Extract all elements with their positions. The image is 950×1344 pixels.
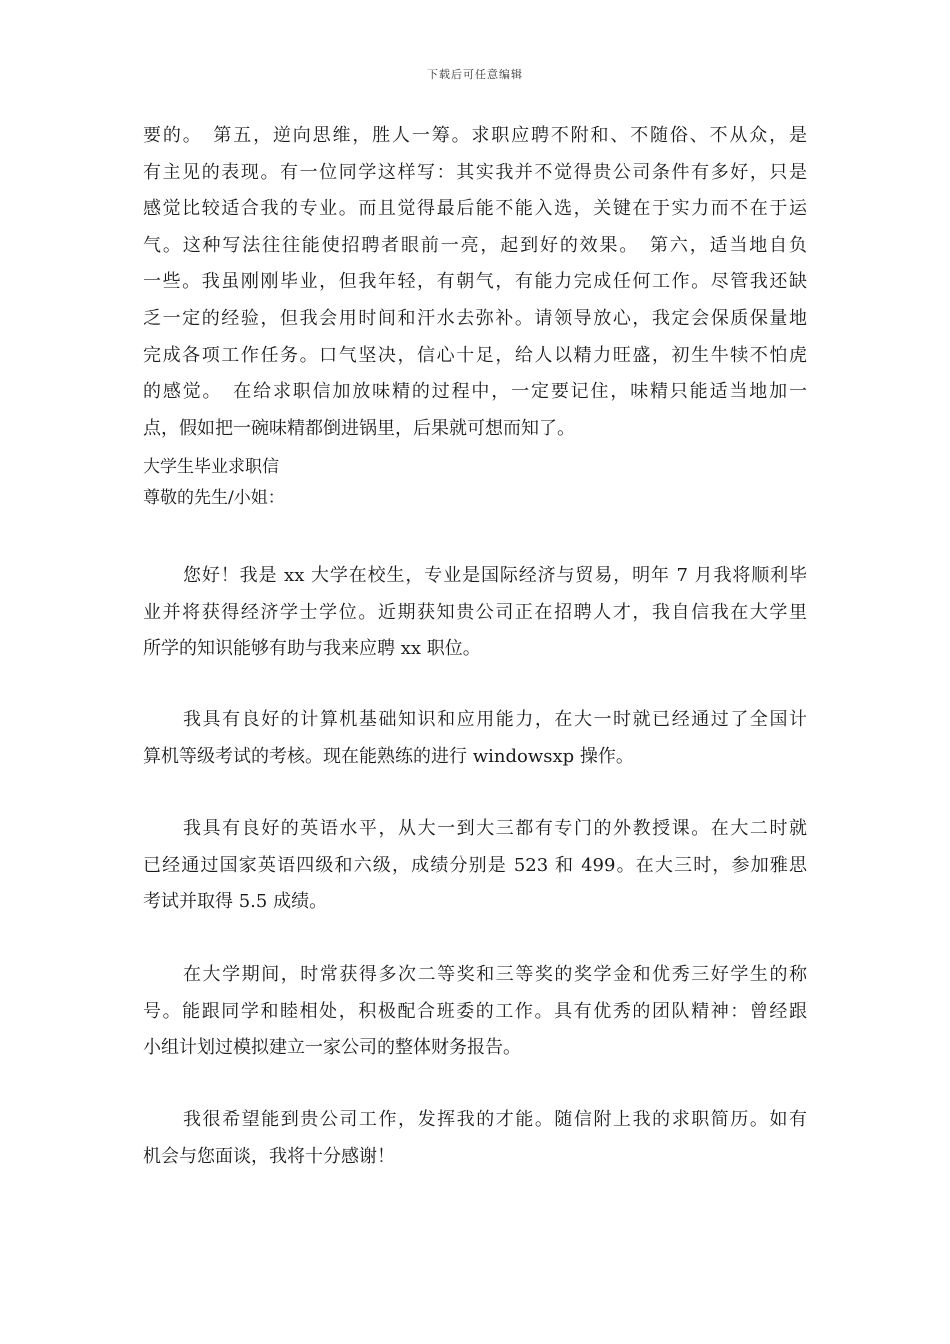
text-line: 在大学期间，时常获得多次二等奖和三等奖的奖学金和优秀三好学生的称 — [183, 964, 807, 985]
text-line: 机会与您面谈，我将十分感谢！ — [143, 1145, 395, 1167]
text-line: 要的。 第五，逆向思维，胜人一筹。求职应聘不附和、不随俗、不从众，是 — [143, 125, 807, 146]
letter-salutation: 尊敬的先生/小姐： — [143, 488, 285, 508]
letter-paragraph-1 — [143, 558, 807, 668]
page-header-note: 下载后可任意编辑 — [427, 68, 523, 81]
text-line: 乏一定的经验，但我会用时间和汗水去弥补。请领导放心，我定会保质保量地 — [143, 307, 807, 329]
text-line: 所学的知识能够有助与我来应聘 xx 职位。 — [143, 638, 481, 660]
text-line: 点，假如把一碗味精都倒进锅里，后果就可想而知了。 — [143, 417, 575, 439]
text-line: 我具有良好的计算机基础知识和应用能力，在大一时就已经通过了全国计 — [183, 709, 807, 730]
text-line: 感觉比较适合我的专业。而且觉得最后能不能入选，关键在于实力而不在于运 — [143, 198, 807, 220]
text-line: 一些。我虽刚刚毕业，但我年轻，有朝气，有能力完成任何工作。尽管我还缺 — [143, 271, 807, 293]
text-line: 我很希望能到贵公司工作，发挥我的才能。随信附上我的求职简历。如有 — [183, 1109, 807, 1130]
text-line: 小组计划过模拟建立一家公司的整体财务报告。 — [143, 1037, 521, 1059]
letter-paragraph-4 — [143, 957, 807, 1067]
continuation-paragraph — [143, 118, 807, 447]
letter-paragraph-2 — [143, 702, 807, 775]
text-line: 我具有良好的英语水平，从大一到大三都有专门的外教授课。在大二时就 — [183, 818, 807, 839]
text-line: 号。能跟同学和睦相处，积极配合班委的工作。具有优秀的团队精神：曾经跟 — [143, 1000, 807, 1022]
text-line: 业并将获得经济学士学位。近期获知贵公司正在招聘人才，我自信我在大学里 — [143, 601, 807, 623]
text-line: 考试并取得 5.5 成绩。 — [143, 891, 328, 913]
text-line: 的感觉。 在给求职信加放味精的过程中，一定要记住，味精只能适当地加一 — [143, 381, 807, 403]
text-line: 完成各项工作任务。口气坚决，信心十足，给人以精力旺盛，初生牛犊不怕虎 — [143, 344, 807, 366]
letter-paragraph-5 — [143, 1102, 807, 1175]
text-line: 气。这种写法往往能使招聘者眼前一亮，起到好的效果。 第六，适当地自负 — [143, 234, 807, 256]
letter-paragraph-3 — [143, 811, 807, 921]
text-line: 您好！我是 xx 大学在校生，专业是国际经济与贸易，明年 7 月我将顺利毕 — [183, 565, 807, 586]
text-line: 已经通过国家英语四级和六级，成绩分别是 523 和 499。在大三时，参加雅思 — [143, 854, 807, 876]
letter-heading — [143, 452, 807, 514]
text-line: 有主见的表现。有一位同学这样写：其实我并不觉得贵公司条件有多好，只是 — [143, 161, 807, 183]
letter-title: 大学生毕业求职信 — [143, 457, 279, 477]
text-line: 算机等级考试的考核。现在能熟练的进行 windowsxp 操作。 — [143, 745, 634, 767]
